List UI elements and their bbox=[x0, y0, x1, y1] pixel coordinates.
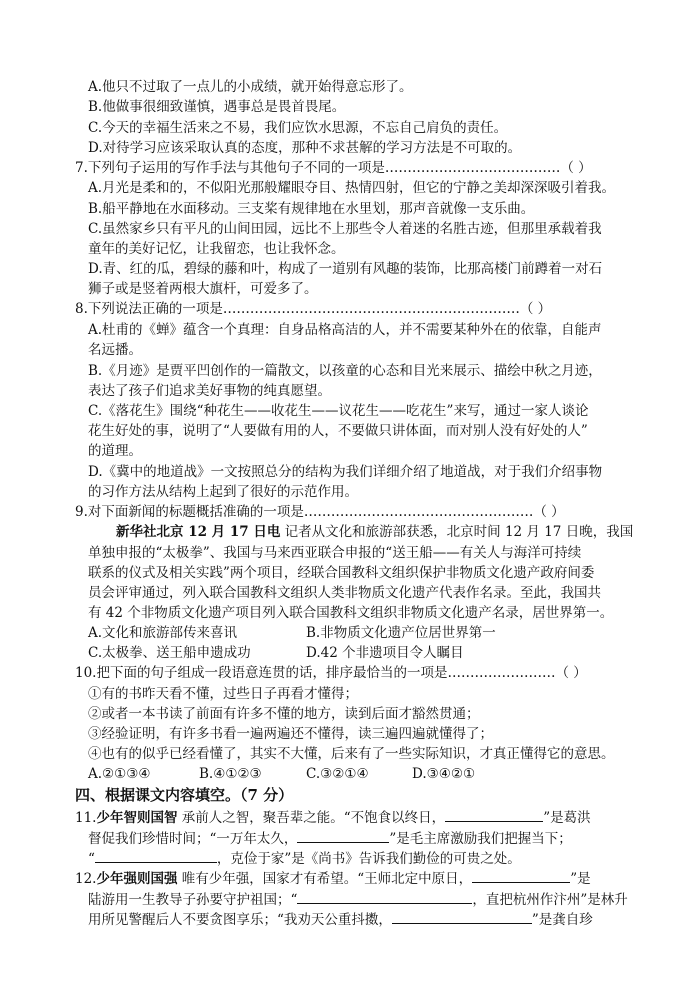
q12-text-1a: 唯有少年强，国家才有希望。“王师北定中原日， bbox=[181, 871, 473, 887]
section-4-heading: 四、根据课文内容填空。（7 分） bbox=[75, 786, 294, 804]
q11-text-3a: “ bbox=[88, 851, 95, 867]
q12-text-3b: ”是龚自珍 bbox=[531, 912, 593, 928]
q11-blank-1 bbox=[445, 807, 543, 822]
q7-option-d-line2: 狮子或是竖着两根大旗杆，可爱多了。 bbox=[88, 281, 318, 297]
q6-option-d: D.对待学习应该采取认真的态度，那种不求甚解的学习方法是不可取的。 bbox=[88, 140, 522, 156]
q8-option-b-line1: B.《月迹》是贾平凹创作的一篇散文，以孩童的心态和目光来展示、描绘中秋之月迹， bbox=[88, 363, 602, 379]
q12-text-2a: 陆游用一生教导子孙要守护祖国；“ bbox=[88, 892, 298, 908]
q9-option-b: B.非物质文化遗产位居世界第一 bbox=[306, 625, 496, 641]
q11-line1 bbox=[75, 807, 591, 828]
q10-option-d: D.③④②① bbox=[412, 766, 476, 782]
q9-news-text1: 记者从文化和旅游部获悉，北京时间 12 月 17 日晚，我国 bbox=[284, 524, 634, 540]
q10-sentence-1: ①有的书昨天看不懂，过些日子再看才懂得； bbox=[88, 686, 358, 702]
q9-option-d: D.42 个非遗项目令人瞩目 bbox=[306, 645, 464, 661]
q11-text-1b: ”是葛洪 bbox=[543, 810, 591, 826]
q8-option-b-line2: 表达了孩子们追求美好事物的纯真愿望。 bbox=[88, 383, 331, 399]
q7-option-a: A.月光是柔和的，不似阳光那般耀眼夺目、热情四射，但它的宁静之美却深深吸引着我。 bbox=[88, 180, 616, 196]
q9-news-line5: 有 42 个非物质文化遗产项目列入联合国教科文组织非物质文化遗产名录，居世界第一。 bbox=[88, 605, 614, 621]
q10-stem: 10.把下面的句子组成一段语意连贯的话，排序最恰当的一项是……………………（ ） bbox=[75, 665, 587, 681]
q9-stem: 9.对下面新闻的标题概括准确的一项是……………………………………………（ ） bbox=[75, 504, 565, 520]
q6-option-a: A.他只不过取了一点儿的小成绩，就开始得意忘形了。 bbox=[88, 79, 413, 95]
q8-option-d-line2: 的习作方法从结构上起到了很好的示范作用。 bbox=[88, 484, 358, 500]
q12-blank-2 bbox=[297, 889, 472, 904]
q8-option-c-line1: C.《落花生》围绕“种花生——收花生——议花生——吃花生”来写，通过一家人谈论 bbox=[88, 403, 589, 419]
q8-option-a-line1: A.杜甫的《蝉》蕴含一个真理：自身品格高洁的人，并不需要某种外在的依靠，自能声 bbox=[88, 322, 602, 338]
q11-line3 bbox=[88, 848, 521, 869]
q11-text-2b: ”是毛主席激励我们把握当下； bbox=[389, 831, 572, 847]
q11-blank-3 bbox=[95, 848, 217, 863]
q7-option-c-line1: C.虽然家乡只有平凡的山间田园，远比不上那些令人着迷的名胜古迹，但那里承载着我 bbox=[88, 221, 602, 237]
q12-text-3a: 用所见警醒后人不要贪图享乐；“我劝天公重抖擞， bbox=[88, 912, 392, 928]
q9-news-line2: 单独申报的“太极拳”、我国与马来西亚联合申报的“送王船——有关人与海洋可持续 bbox=[88, 545, 582, 561]
q9-news-line3: 联系的仪式及相关实践”两个项目，经联合国教科文组织保护非物质文化遗产政府间委 bbox=[88, 565, 595, 581]
q10-sentence-3: ③经验证明，有许多书看一遍两遍还不懂得，读三遍四遍就懂得了； bbox=[88, 726, 493, 742]
q7-stem: 7.下列句子运用的写作手法与其他句子不同的一项是…………………………………（ ） bbox=[75, 160, 592, 176]
q6-option-b: B.他做事很细致谨慎，遇事总是畏首畏尾。 bbox=[88, 99, 346, 115]
q8-option-d-line1: D.《冀中的地道战》一文按照总分的结构为我们详细介绍了地道战，对于我们介绍事物 bbox=[88, 464, 603, 480]
q6-option-c: C.今天的幸福生活来之不易，我们应饮水思源，不忘自己肩负的责任。 bbox=[88, 120, 508, 136]
q11-blank-2 bbox=[297, 828, 389, 843]
q11-number: 11. bbox=[75, 810, 97, 826]
q8-option-c-line3: 的道理。 bbox=[88, 443, 142, 459]
q8-option-a-line2: 名远播。 bbox=[88, 342, 142, 358]
q12-line2 bbox=[88, 889, 628, 910]
q7-option-c-line2: 童年的美好记忆，让我留恋，也让我怀念。 bbox=[88, 241, 345, 257]
q11-text-2a: 督促我们珍惜时间；“一万年太久， bbox=[88, 831, 298, 847]
q7-option-b: B.船平静地在水面移动。三支桨有规律地在水里划，那声音就像一支乐曲。 bbox=[88, 201, 535, 217]
q12-text-1b: ”是 bbox=[570, 871, 591, 887]
q12-line1 bbox=[75, 868, 591, 889]
q9-option-c: C.太极拳、送王船申遗成功 bbox=[88, 645, 251, 661]
q10-sentence-4: ④也有的似乎已经看懂了，其实不大懂，后来有了一些实际知识，才真正懂得它的意思。 bbox=[88, 746, 615, 762]
q11-text-3b: ，克俭于家”是《尚书》告诉我们勤俭的可贵之处。 bbox=[216, 851, 521, 867]
q9-news-dateline: 新华社北京 12 月 17 日电 bbox=[116, 524, 281, 540]
q10-option-c: C.③②①④ bbox=[306, 766, 369, 782]
q12-text-2b: ，直把杭州作汴州”是林升 bbox=[472, 892, 628, 908]
q7-option-d-line1: D.青、红的瓜，碧绿的藤和叶，构成了一道别有风趣的装饰，比那高楼门前蹲着一对石 bbox=[88, 261, 603, 277]
q12-blank-3 bbox=[392, 909, 532, 924]
q8-stem: 8.下列说法正确的一项是…………………………………………………………（ ） bbox=[75, 301, 552, 317]
q11-text-1a: 承前人之智，聚吾辈之能。“不饱食以终日， bbox=[181, 810, 446, 826]
q12-blank-1 bbox=[472, 868, 570, 883]
q8-option-c-line2: 花生好处的事，说明了“人要做有用的人，不要做只讲体面，而对别人没有好处的人” bbox=[88, 423, 588, 439]
q12-number: 12. bbox=[75, 871, 97, 887]
q9-news-line4: 员会评审通过，列入联合国教科文组织人类非物质文化遗产代表作名录。至此，我国共 bbox=[88, 585, 601, 601]
q10-option-a: A.②①③④ bbox=[88, 766, 151, 782]
q10-sentence-2: ②或者一本书读了前面有许多不懂的地方，读到后面才豁然贯通； bbox=[88, 706, 480, 722]
q9-option-a: A.文化和旅游部传来喜讯 bbox=[88, 625, 238, 641]
q12-heading: 少年强则国强 bbox=[96, 871, 178, 887]
q9-news-line1 bbox=[116, 522, 633, 542]
q11-line2 bbox=[88, 828, 572, 849]
q10-option-b: B.④①②③ bbox=[199, 766, 262, 782]
q12-line3 bbox=[88, 909, 593, 930]
q11-heading: 少年智则国智 bbox=[96, 810, 178, 826]
